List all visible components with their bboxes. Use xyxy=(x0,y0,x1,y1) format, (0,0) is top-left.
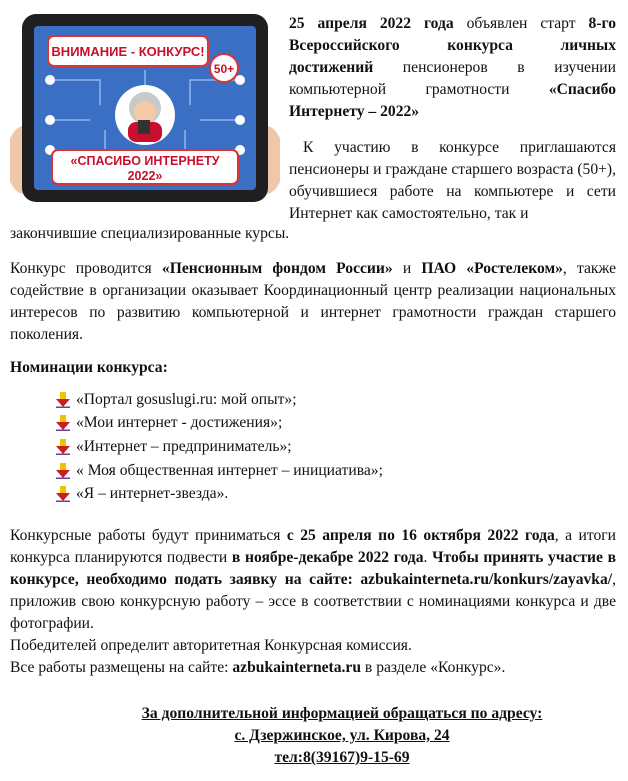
banner-top-text: ВНИМАНИЕ - КОНКУРС! xyxy=(51,44,205,59)
list-item: « Моя общественная интернет – инициатива»; xyxy=(56,459,383,483)
down-arrow-bullet-icon xyxy=(56,486,70,502)
nominations-list xyxy=(56,388,383,506)
list-item: «Портал gosuslugi.ru: мой опыт»; xyxy=(56,388,383,412)
down-arrow-bullet-icon xyxy=(56,439,70,455)
contact-heading: За дополнительной информацией обращаться по адресу: xyxy=(141,705,543,722)
list-item: «Мои интернет - достижения»; xyxy=(56,412,383,436)
site-link[interactable]: azbukainterneta.ru xyxy=(232,659,362,676)
down-arrow-bullet-icon xyxy=(56,463,70,479)
contact-footer xyxy=(0,703,628,769)
contest-poster-image xyxy=(10,10,280,210)
banner-bottom-text-2: 2022» xyxy=(127,169,163,183)
winners-line: Победителей определит авторитетная Конкурсная комиссия. xyxy=(10,637,412,654)
intro-paragraph-2: К участию в конкурсе приглашаются пенсионеры и граждане старшего возраста (50+), обучившиеся работе на компьютере и сети Интернет как самостоятельно, так и xyxy=(289,139,616,222)
age-badge-text: 50+ xyxy=(213,62,235,76)
contact-phone: тел:8(39167)9-15-69 xyxy=(274,749,410,766)
intro-paragraph-2-continuation: закончившие специализированные курсы. xyxy=(10,225,290,242)
organizers-paragraph: Конкурс проводится «Пенсионным фондом России» и ПАО «Ростелеком», также содействие в организации оказывает Координационный центр реализации национальных интересов по развитию компьютерной и интернет грамотности граждан старшего поколения. xyxy=(10,260,616,343)
list-item: «Я – интернет-звезда». xyxy=(56,482,383,506)
submission-paragraph: Конкурсные работы будут приниматься с 25 апреля по 16 октября 2022 года, а итоги конкурса планируются подвести в ноябре-декабре 2022 года. Чтобы принять участие в конкурсе, необходимо подать заявку на сайте: azbukainterneta.ru/konkurs/zayavka/, приложив свою конкурсную работу – эссе в соответствии с номинациями конкурса и две фотографии. xyxy=(10,527,617,632)
placement-line: Все работы размещены на сайте: azbukainterneta.ru в разделе «Конкурс». xyxy=(10,659,506,676)
banner-bottom-text-1: «СПАСИБО ИНТЕРНЕТУ xyxy=(70,154,220,168)
application-link[interactable]: Чтобы принять участие в конкурсе, необходимо подать заявку на сайте: azbukainterneta.ru/konkurs/zayavka/ xyxy=(10,549,617,588)
down-arrow-bullet-icon xyxy=(56,415,70,431)
down-arrow-bullet-icon xyxy=(56,392,70,408)
intro-text xyxy=(289,13,616,225)
intro-paragraph-1: 25 апреля 2022 года объявлен старт 8-го Всероссийского конкурса личных достижений пенсионеров в изучении компьютерной грамотности «Спасибо Интернету – 2022» xyxy=(289,15,616,120)
contact-address: с. Дзержинское, ул. Кирова, 24 xyxy=(234,727,450,744)
nominations-heading: Номинации конкурса: xyxy=(10,359,168,376)
list-item: «Интернет – предприниматель»; xyxy=(56,435,383,459)
